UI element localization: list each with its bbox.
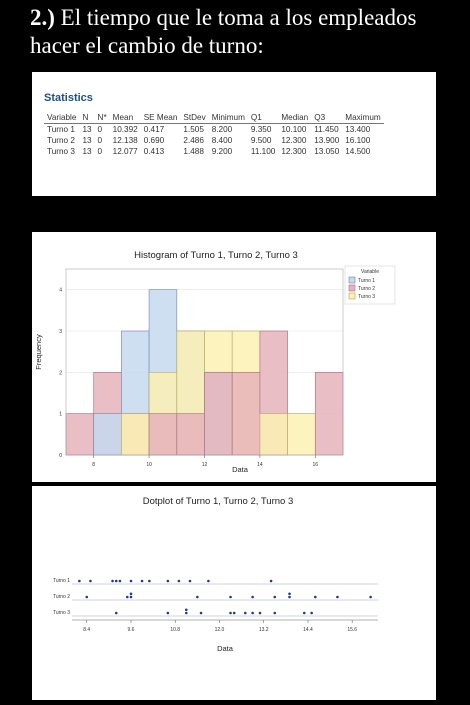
table-cell: 12.300 [281,147,307,156]
dotplot-point [196,596,199,599]
dotplot-point [229,612,232,615]
table-cell: 14.500 [345,147,371,156]
table-cell: 13 [82,147,92,156]
histogram-y-tick-label: 1 [59,411,62,418]
histogram-y-tick-label: 2 [59,370,62,377]
question-body: El tiempo que le toma a los empleados hacer el cambio de turno: [30,5,417,58]
col-header: Maximum [342,112,383,124]
dotplot-point [185,612,188,615]
histogram-x-tick-label: 10 [146,462,152,468]
col-header: Q1 [248,112,278,124]
dotplot-point [167,612,170,615]
dotplot-row-label: Turno 3 [52,610,70,616]
table-cell: 16.100 [345,136,371,145]
histogram-bar-turno-2 [149,414,177,455]
dotplot-point [78,580,81,583]
table-cell: 13.900 [314,136,340,145]
legend-swatch-turno-3 [349,293,355,299]
dotplot-point [89,580,92,583]
dotplot-chart [32,486,436,700]
table-cell: 13 [82,136,92,145]
legend-label-turno-1: Turno 1 [358,278,376,284]
table-cell: 1.505 [183,125,204,134]
dotplot-point [126,596,129,599]
histogram-bar-turno-3 [260,414,288,455]
table-cell: 8.400 [211,136,233,145]
dotplot-point [270,580,273,583]
dotplot-point [119,580,122,583]
dotplot-title: Dotplot of Turno 1, Turno 2, Turno 3 [142,496,294,507]
histogram-bar-turno-1 [94,414,122,455]
dotplot-point [244,612,247,615]
dotplot-point [115,580,118,583]
histogram-y-tick-label: 4 [59,287,62,294]
dotplot-point [369,596,372,599]
dotplot-points [78,580,372,615]
statistics-header-row [44,112,384,124]
dotplot-point [288,596,291,599]
question-number: 2.) [30,5,55,30]
dotplot-x-tick-label: 14.4 [303,627,313,633]
histogram-bar-turno-2 [315,372,343,455]
dotplot-xlabel: Data [217,644,233,653]
table-cell: Turno 2 [47,136,75,145]
table-cell: 0.413 [143,147,165,156]
dotplot-point [141,580,144,583]
table-cell: 8.200 [211,125,233,134]
col-header: N [79,112,94,124]
table-cell: 13.050 [314,147,340,156]
histogram-bar-turno-2 [177,414,205,455]
table-cell: 11.100 [250,147,276,156]
histogram-bar-turno-2 [205,372,233,455]
col-header: Mean [110,112,141,124]
legend-title: Variable [361,269,379,275]
dotplot-x-tick-label: 13.2 [258,627,269,633]
col-header: N* [95,112,110,124]
dotplot-point [233,612,236,615]
histogram-chart [32,232,436,482]
col-header: Median [278,112,311,124]
dotplot-axis [72,620,378,633]
table-row [44,124,384,136]
table-cell: 9.500 [250,136,272,145]
dotplot-point [314,596,317,599]
dotplot-point [185,609,188,612]
legend-label-turno-2: Turno 2 [358,286,376,292]
legend-swatch-turno-1 [349,277,355,283]
table-cell: Turno 1 [47,125,75,134]
histogram-x-tick-label: 8 [92,462,96,468]
dotplot-row-label: Turno 2 [52,594,70,600]
dotplot-point [178,580,181,583]
dotplot-point [310,612,313,615]
col-header: Q3 [311,112,342,124]
col-header: Minimum [209,112,248,124]
dotplot-point [336,596,339,599]
dotplot-point [115,612,118,615]
histogram-panel [32,232,436,482]
dotplot-row-label: Turno 1 [52,578,70,584]
col-header: SE Mean [141,112,181,124]
histogram-bar-turno-3 [288,414,316,455]
dotplot-point [85,596,88,599]
table-cell: 13.400 [345,125,371,134]
dotplot-x-tick-label: 8.4 [83,627,91,633]
histogram-y-tick-label: 0 [59,453,62,459]
dotplot-point [167,580,170,583]
dotplot-point [111,580,114,583]
table-cell: 2.486 [183,136,204,145]
table-cell: 9.200 [211,147,233,156]
dotplot-point [273,596,276,599]
table-cell: 0 [97,125,103,134]
histogram-xlabel: Data [232,465,248,474]
table-cell: Turno 3 [47,147,75,156]
question-text [30,4,460,60]
dotplot-x-tick-label: 12.0 [214,627,225,633]
dotplot-point [251,596,254,599]
dotplot-point [148,580,151,583]
dotplot-point [189,580,192,583]
table-cell: 1.488 [183,147,204,156]
dotplot-panel [32,486,436,700]
legend-swatch-turno-2 [349,285,355,291]
dotplot-point [273,612,276,615]
table-cell: 11.450 [314,125,339,134]
dotplot-x-tick-label: 15.6 [347,627,358,633]
dotplot-point [130,596,133,599]
table-cell: 12.138 [112,136,138,145]
table-cell: 12.300 [281,136,307,145]
histogram-x-tick-label: 16 [312,462,319,468]
table-cell: 0 [97,147,103,156]
histogram-bar-turno-2 [66,414,94,455]
col-header: Variable [44,112,79,124]
table-cell: 12.077 [112,147,138,156]
histogram-legend [345,266,395,304]
dotplot-point [303,612,306,615]
dotplot-point [259,612,262,615]
dotplot-x-tick-label: 10.8 [170,627,181,633]
histogram-bar-turno-2 [232,372,260,455]
dotplot-point [130,580,133,583]
histogram-title: Histogram of Turno 1, Turno 2, Turno 3 [134,250,298,261]
table-cell: 0 [97,136,103,145]
table-cell: 9.350 [250,125,272,134]
table-cell: 0.417 [143,125,165,134]
legend-label-turno-3: Turno 3 [358,294,376,300]
dotplot-point [207,580,210,583]
dotplot-point [288,593,291,596]
table-cell: 13 [82,125,92,134]
statistics-title: Statistics [44,92,93,104]
dotplot-x-tick-label: 9.6 [127,627,135,633]
histogram-ylabel: Frequency [34,334,43,370]
table-cell: 10.392 [112,125,138,134]
dotplot-point [251,612,254,615]
dotplot-rows [53,578,378,616]
table-cell: 0.690 [143,136,165,145]
histogram-x-tick-label: 14 [257,462,263,468]
table-row [44,146,384,157]
table-cell: 10.100 [281,125,307,134]
col-header: StDev [180,112,208,124]
dotplot-point [200,612,203,615]
histogram-x-tick-label: 12 [201,462,208,468]
histogram-y-tick-label: 3 [59,329,62,335]
histogram-bar-turno-3 [121,414,149,455]
dotplot-point [229,596,232,599]
dotplot-point [130,593,133,596]
statistics-table [44,112,384,157]
table-row [44,135,384,146]
statistics-panel [32,72,436,196]
